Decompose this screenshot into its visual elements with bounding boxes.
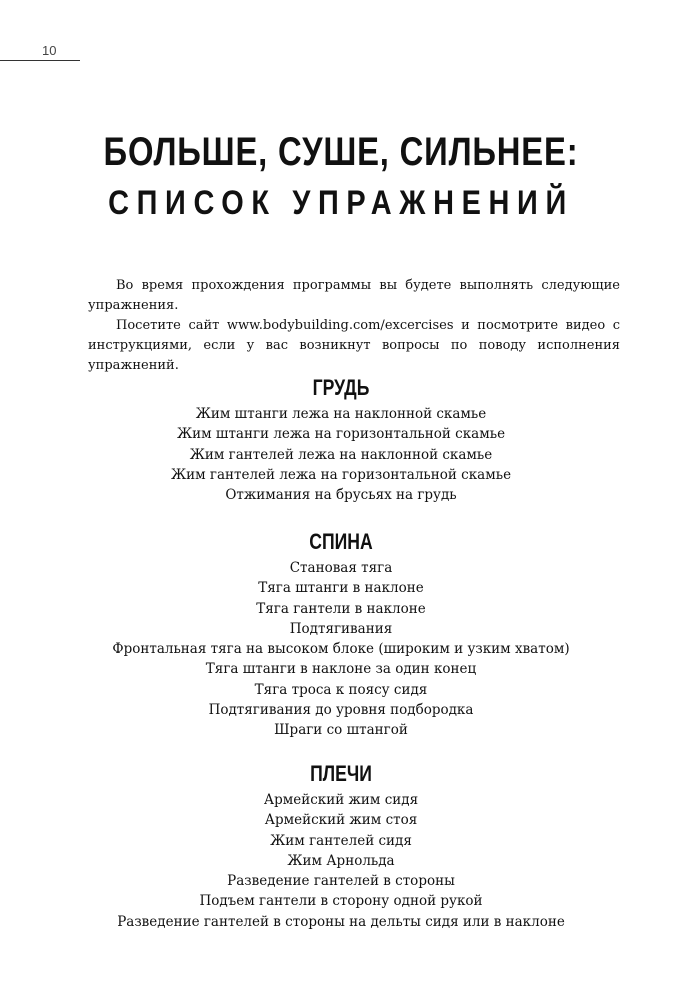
list-item: Становая тяга (289, 560, 393, 576)
list-item: Жим Арнольда (287, 852, 395, 869)
list-item: Армейский жим сидя (263, 792, 419, 808)
exercise-list (0, 790, 682, 932)
list-item: Фронтальная тяга на высоком блоке (широким и узким хватом) (112, 641, 570, 658)
exercise-list (0, 404, 682, 505)
list-item: Подъем гантели в сторону одной рукой (199, 893, 483, 910)
list-item: Тяга гантели в наклоне (256, 600, 426, 617)
title-line-1: БОЛЬШЕ, СУШЕ, СИЛЬНЕЕ: (103, 130, 579, 174)
list-item: Армейский жим стоя (264, 812, 418, 829)
page-number-rule (0, 60, 80, 61)
list-item: Тяга штанги в наклоне (258, 580, 424, 597)
list-item: Подтягивания до уровня подбородка (208, 702, 474, 719)
section-shoulders (0, 760, 682, 932)
intro-text (88, 276, 620, 376)
intro-paragraph-2: Посетите сайт www.bodybuilding.com/excercises и посмотрите видео с инструкциями, если у вас возникнут вопросы по поводу исполнения упражнений. (88, 318, 620, 373)
exercise-list (0, 558, 682, 741)
list-item: Жим гантелей лежа на горизонтальной скамье (170, 466, 512, 483)
section-heading: СПИНА (309, 529, 373, 554)
list-item: Разведение гантелей в стороны (227, 873, 455, 890)
list-item: Жим гантелей сидя (270, 832, 412, 849)
section-back (0, 528, 682, 741)
list-item: Жим штанги лежа на наклонной скамье (195, 406, 487, 422)
list-item: Разведение гантелей в стороны на дельты сидя или в наклоне (117, 913, 565, 930)
section-heading: ПЛЕЧИ (310, 761, 372, 786)
list-item: Подтягивания (289, 620, 393, 637)
list-item: Отжимания на брусьях на грудь (225, 487, 457, 504)
title-line-2: СПИСОК УПРАЖНЕНИЙ (108, 184, 574, 222)
intro-paragraph-1: Во время прохождения программы вы будете выполнять следующие упражнения. (88, 278, 620, 313)
list-item: Жим штанги лежа на горизонтальной скамье (176, 426, 506, 443)
section-heading: ГРУДЬ (312, 375, 370, 400)
list-item: Жим гантелей лежа на наклонной скамье (189, 446, 493, 463)
section-chest (0, 374, 682, 505)
list-item: Тяга троса к поясу сидя (254, 681, 428, 698)
list-item: Шраги со штангой (274, 722, 408, 739)
page-title (0, 128, 682, 226)
page-number: 10 (42, 43, 57, 58)
list-item: Тяга штанги в наклоне за один конец (205, 661, 477, 678)
